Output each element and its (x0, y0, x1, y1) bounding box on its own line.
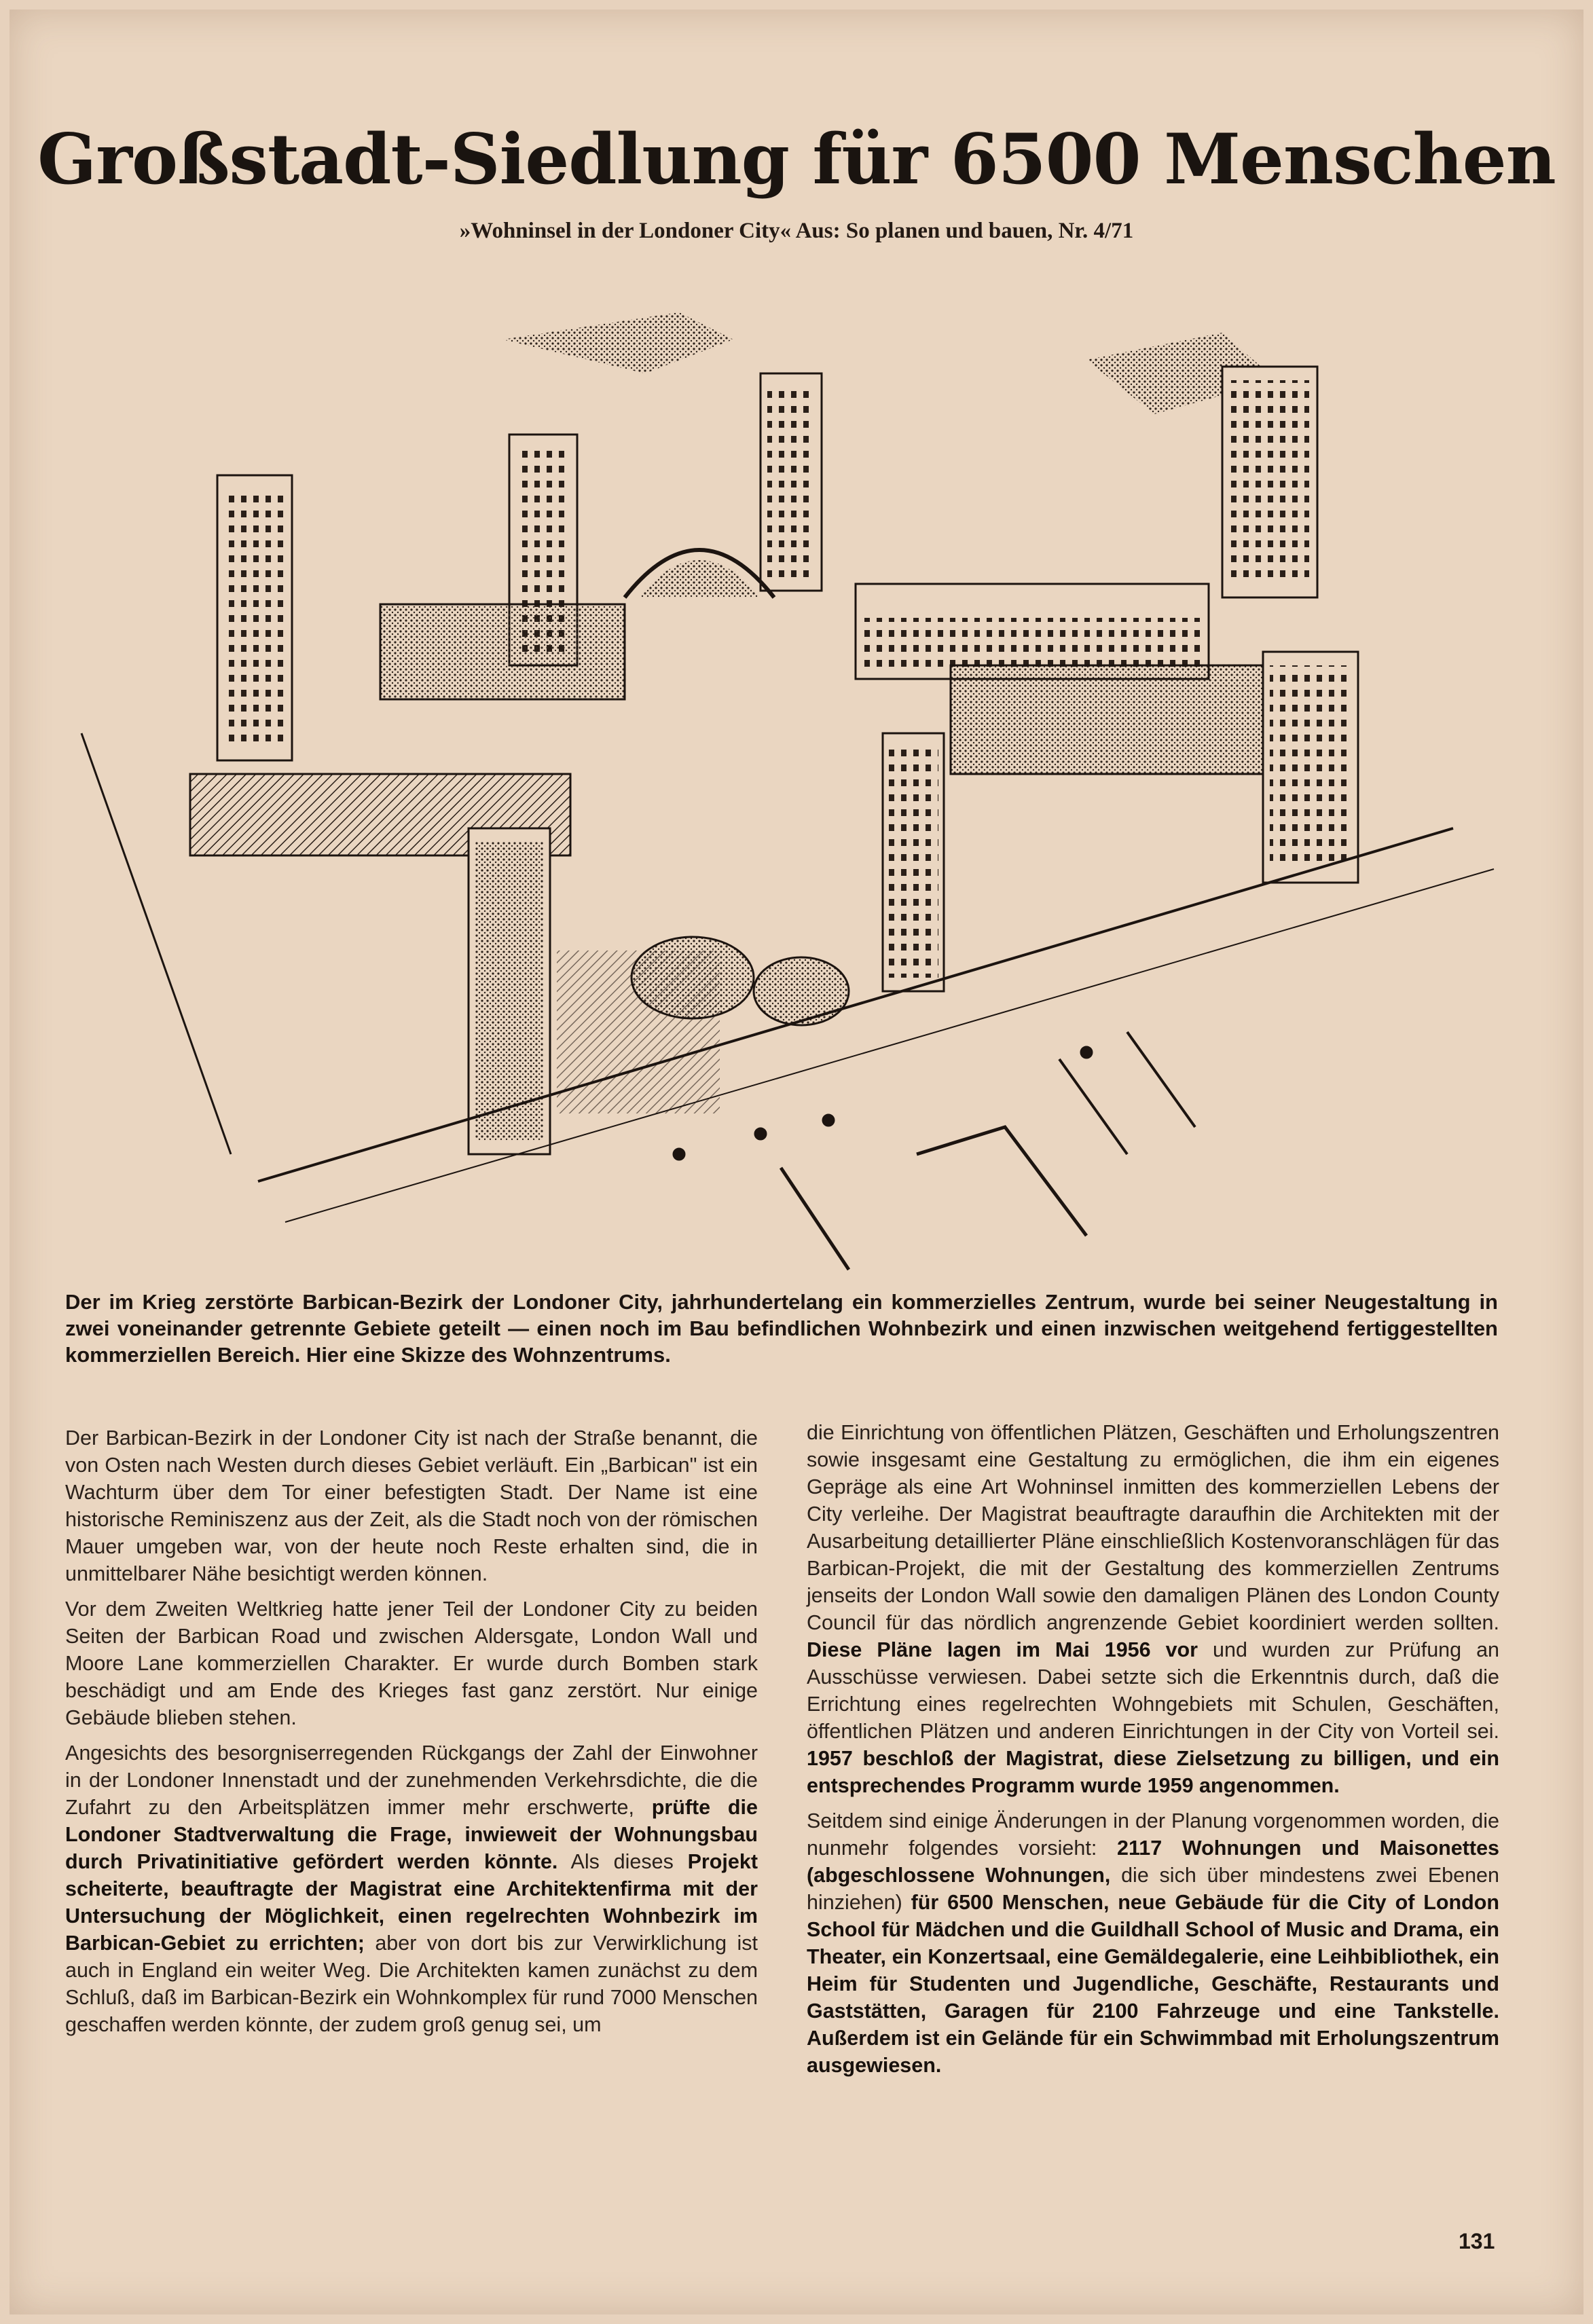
article-title: Großstadt-Siedlung für 6500 Menschen (37, 119, 1556, 200)
text-run: die sich über mindestens zwei Ebenen hinziehen) (807, 1864, 1499, 1914)
bold-text-run: 2117 Wohnungen und Maisonettes (abgeschlossene Wohnungen, (807, 1837, 1499, 1887)
text-column-left (65, 1424, 758, 2046)
bold-text-run: Diese Pläne lagen im Mai 1956 vor (807, 1638, 1198, 1661)
paragraph (807, 1807, 1499, 2079)
paragraph (65, 1739, 758, 2038)
text-column-right (807, 1419, 1499, 2087)
image-caption: Der im Krieg zerstörte Barbican-Bezirk der Londoner City, jahrhundertelang ein kommerzielles Zentrum, wurde bei seiner Neugestaltung in zwei voneinander getrennte Gebiete geteilt — einen noch im Bau befindlichen Wohnbezirk und einen inzwischen weitgehend fertiggestellten kommerziellen Bereich. Hier eine Skizze des Wohnzentrums. (65, 1290, 1498, 1367)
paragraph (807, 1419, 1499, 1799)
bold-text-run: für 6500 Menschen, neue Gebäude für die City of London School für Mädchen und die Guildhall School of Music and Drama, ein Theater, ein Konzertsaal, eine Gemäldegalerie, eine Leihbibliothek, ein Heim für Studenten und Jugendliche, Geschäfte, Restaurants und Gaststätten, Garagen für 2100 Fahrzeuge und eine Tankstelle. Außerdem ist ein Gelände für ein Schwimmbad mit Erholungszentrum ausgewiesen. (807, 1891, 1499, 2077)
text-run: Seitdem sind einige Änderungen in der Planung vorgenommen worden, die nunmehr folgendes vorsieht: (807, 1809, 1499, 1860)
page-number: 131 (1459, 2229, 1495, 2253)
text-run: die Einrichtung von öffentlichen Plätzen, Geschäften und Erholungszentren sowie insgesamt eine Gestaltung zu ermöglichen, die ihm ein eigenes Gepräge als eine Art Wohninsel inmitten des kommerziellen Lebens der City verleihe. Der Magistrat beauftragte daraufhin die Architekten mit der Ausarbeitung detaillierter Pläne einschließlich Kostenvoranschlägen für das Barbican-Projekt, die mit der Gestaltung des kommerziellen Zentrums jenseits der London Wall sowie den damaligen Plänen des London County Council für das nördlich angrenzende Gebiet koordiniert werden sollten. (807, 1421, 1499, 1634)
paragraph: Vor dem Zweiten Weltkrieg hatte jener Teil der Londoner City zu beiden Seiten der Barbican Road und zwischen Aldersgate, London Wall und Moore Lane kommerziellen Charakter. Er wurde durch Bomben stark beschädigt und am Ende des Krieges fast ganz zerstört. Nur einige Gebäude blieben stehen. (65, 1598, 758, 1729)
article-subtitle: »Wohninsel in der Londoner City« Aus: So planen und bauen, Nr. 4/71 (459, 219, 1134, 243)
barbican-sketch-illustration (68, 299, 1528, 1276)
text-run: Angesichts des besorgniserregenden Rückgangs der Zahl der Einwohner in der Londoner Innenstadt und der zunehmenden Verkehrsdichte, die die Zufahrt zu den Arbeitsplätzen immer mehr erschwerte, (65, 1741, 758, 1819)
text-run: Als dieses (557, 1850, 688, 1873)
text-run: aber von dort bis zur Verwirklichung ist auch in England ein weiter Weg. Die Architekten kamen zunächst zu dem Schluß, daß im Barbican-Bezirk ein Wohnkomplex für rund 7000 Menschen geschaffen werden könnte, der zudem groß genug sei, um (65, 1932, 758, 2036)
bold-text-run: 1957 beschloß der Magistrat, diese Zielsetzung zu billigen, und ein entsprechendes Programm wurde 1959 angenommen. (807, 1747, 1499, 1797)
bold-text-run: prüfte die Londoner Stadtverwaltung die Frage, inwieweit der Wohnungsbau durch Privatinitiative gefördert werden könnte. (65, 1796, 758, 1873)
bold-text-run: Projekt scheiterte, beauftragte der Magistrat eine Architektenfirma mit der Untersuchung der Möglichkeit, einen regelrechten Wohnbezirk im Barbican-Gebiet zu errichten; (65, 1850, 758, 1955)
text-run: und wurden zur Prüfung an Ausschüsse verwiesen. Dabei setzte sich die Erkenntnis durch, daß die Errichtung eines regelrechten Wohngebiets mit Schulen, Geschäften, öffentlichen Plätzen und anderen Einrichtungen in der City von Vorteil sei. (807, 1638, 1500, 1743)
paragraph: Der Barbican-Bezirk in der Londoner City ist nach der Straße benannt, die von Osten nach Westen durch dieses Gebiet verläuft. Ein „Barbican" ist ein Wachturm über dem Tor einer befestigten Stadt. Der Name ist eine historische Reminiszenz aus der Zeit, als die Stadt noch von der römischen Mauer umgeben war, von der heute noch Reste erhalten sind, die in unmittelbarer Nähe besichtigt werden können. (65, 1426, 758, 1585)
